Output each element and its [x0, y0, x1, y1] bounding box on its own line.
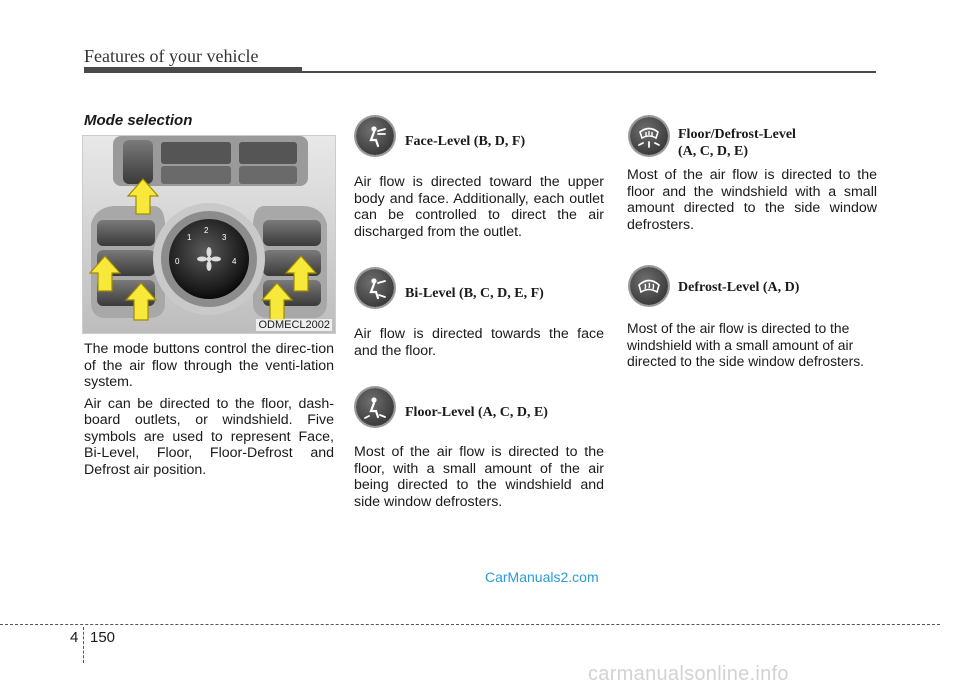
footer-rule — [0, 624, 940, 625]
dial-number: 1 — [187, 233, 192, 242]
dial-number: 4 — [232, 257, 237, 266]
climate-control-panel-image — [82, 135, 336, 334]
mode-description: Most of the air flow is directed to the floor and the windshield with a small amount directed to the side window defrosters. — [627, 167, 877, 233]
floor-level-icon — [356, 388, 394, 426]
chapter-number: 4 — [70, 629, 79, 646]
bi-level-icon — [356, 269, 394, 307]
mode-title-line: (A, C, D, E) — [678, 144, 748, 159]
page-number: 150 — [90, 629, 116, 646]
mode-description: Most of the air flow is directed to the floor, with a small amount of the air being directed to the windshield and side window defrosters. — [354, 444, 604, 510]
left-column-text — [84, 341, 334, 478]
mode-title: Bi-Level (B, C, D, E, F) — [405, 286, 544, 301]
paragraph: Air can be directed to the floor, dash-board outlets, or windshield. Five symbols are used to represent Face, Bi-Level, Floor, Floor-Defrost and Defrost air position. — [84, 395, 334, 478]
climate-panel-illustration — [83, 136, 335, 333]
site-watermark: carmanualsonline.info — [588, 663, 789, 685]
dial-number: 0 — [175, 257, 180, 266]
mode-title: Face-Level (B, D, F) — [405, 134, 526, 149]
mode-description: Air flow is directed towards the face and the floor. — [354, 326, 604, 359]
section-title: Mode selection — [84, 112, 193, 129]
face-level-icon — [356, 117, 394, 155]
mode-title: Floor-Level (A, C, D, E) — [405, 405, 548, 420]
mode-description: Air flow is directed toward the upper body and face. Additionally, each outlet can be controlled to direct the air discharged from the outlet. — [354, 174, 604, 240]
mode-title — [678, 126, 796, 160]
figure-code: ODMECL2002 — [258, 319, 330, 331]
header-rule — [84, 67, 302, 73]
page-header-title: Features of your vehicle — [84, 46, 259, 66]
mode-title-line: Floor/Defrost-Level — [678, 127, 796, 142]
watermark: CarManuals2.com — [485, 569, 599, 585]
mode-description: Most of the air flow is directed to the windshield with a small amount of air directed to the side window defrosters. — [627, 320, 865, 369]
header-rule-thin — [302, 71, 876, 73]
dial-number: 2 — [204, 226, 209, 235]
paragraph: The mode buttons control the direc-tion of the air flow through the venti-lation system. — [84, 341, 334, 390]
mode-title: Defrost-Level (A, D) — [678, 280, 800, 295]
floor-defrost-icon — [630, 117, 668, 155]
footer-divider — [83, 627, 84, 663]
dial-number: 3 — [222, 233, 227, 242]
defrost-icon — [630, 267, 668, 305]
